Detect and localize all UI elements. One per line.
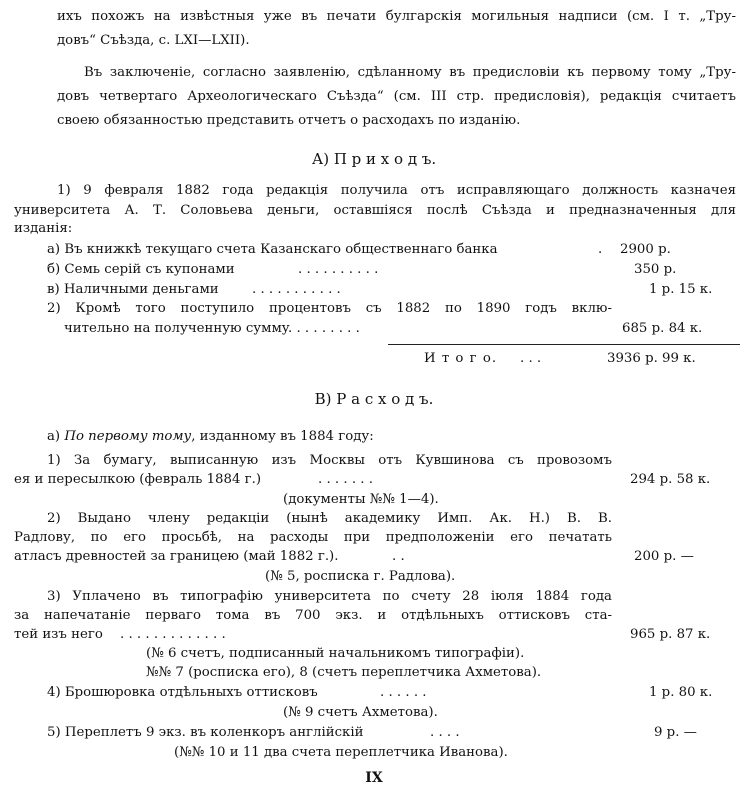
income-item-a (0, 239, 748, 261)
total-rule (388, 344, 740, 345)
total-amount: 3936 р. 99 к. (607, 351, 696, 366)
leader-dots: . (598, 242, 603, 257)
intro-line-4: довъ четвертаго Археологическаго Съѣзда“ (см. III стр. предисловія), редакція считаетъ (57, 89, 736, 104)
intro-line-5: своею обязанностью представить отчетъ о расходахъ по изданію. (57, 113, 521, 128)
income-item-interest-line-1: 2) Кромѣ того поступило процентовъ съ 1882 по 1890 годъ вклю- (47, 301, 612, 316)
income-total (0, 348, 748, 370)
intro-line-1: ихъ похожъ на извѣстныя уже въ печати булгарскія могильныя надписи (см. I т. „Тру- (57, 9, 736, 24)
expense-1-line-2 (0, 469, 748, 491)
expense-2-documents: (№ 5, росписка г. Радлова). (265, 569, 456, 584)
income-heading: А) П р и х о д ъ. (311, 150, 437, 168)
leader-dots: . . . . . . . . . . (298, 262, 379, 277)
expense-amount: 1 р. 80 к. (649, 685, 713, 700)
leader-dots: . . . . (430, 725, 460, 740)
income-item-amount: 2900 р. (620, 242, 671, 257)
expense-4-documents: (№ 9 счетъ Ахметова). (283, 705, 438, 720)
expense-label: тей изъ него (14, 627, 103, 642)
leader-dots: . . . . . . . . . (288, 321, 360, 336)
income-paragraph-line-1 (57, 180, 736, 202)
expense-amount: 294 р. 58 к. (630, 472, 711, 487)
expense-1-documents: (документы №№ 1—4). (283, 492, 439, 507)
expense-label: ея и пересылкою (февраль 1884 г.) (14, 472, 262, 487)
income-para-text-1: 1) 9 февраля 1882 года редакція получила отъ исправляющаго должность казначея (57, 183, 736, 198)
leader-dots: . . . . . . . (318, 472, 373, 487)
leader-dots: . . . . . . . . . . . (252, 282, 341, 297)
leader-dots: . . . (520, 351, 542, 366)
expense-2-line-1: 2) Выдано члену редакціи (нынѣ академику Имп. Ак. Н.) В. В. (47, 511, 612, 526)
intro-line-2: довъ“ Съѣзда, с. LXI—LXII). (57, 33, 250, 48)
expense-1-line-1: 1) За бумагу, выписанную изъ Москвы отъ Кувшинова съ провозомъ (47, 453, 612, 468)
expense-label: 5) Переплетъ 9 экз. въ коленкоръ англійскій (47, 725, 364, 740)
expense-5-documents: (№№ 10 и 11 два счета переплетчика Иванова). (174, 745, 508, 760)
expense-3-line-2: за напечатаніе перваго тома въ 700 экз. и отдѣльныхъ оттисковъ ста- (14, 608, 612, 623)
income-item-b (0, 259, 748, 281)
expense-2-line-3 (0, 546, 748, 568)
total-label: И т о г о. (424, 351, 498, 366)
income-paragraph-line-2: университета А. Т. Соловьева деньги, оставшіяся послѣ Съѣзда и предназначенныя для (14, 203, 736, 218)
subsection-title: По первому тому (64, 429, 192, 444)
expense-amount: 965 р. 87 к. (630, 627, 711, 642)
expense-amount: 9 р. — (654, 725, 697, 740)
expense-2-line-2: Радлову, по его просьбѣ, на расходы при предположеніи его печатать (14, 530, 612, 545)
expense-3-line-1: 3) Уплачено въ типографію университета по счету 28 іюля 1884 года (47, 589, 612, 604)
expense-label: 4) Брошюровка отдѣльныхъ оттисковъ (47, 685, 318, 700)
leader-dots: . . (392, 549, 405, 564)
subsection-rest: , изданному въ 1884 году: (191, 429, 374, 444)
page-number: IX (365, 770, 383, 786)
income-item-label: б) Семь серій съ купонами (47, 262, 235, 277)
income-item-label: а) Въ книжкѣ текущаго счета Казанскаго общественнаго банка (47, 242, 498, 257)
income-item-amount: 1 р. 15 к. (649, 282, 713, 297)
expense-subsection-a (47, 426, 748, 448)
expense-heading: В) Р а с х о д ъ. (314, 390, 434, 408)
expense-5-line (0, 722, 748, 744)
income-item-label: чительно на полученную сумму (64, 321, 290, 336)
expense-label: атласъ древностей за границею (май 1882 г.). (14, 549, 339, 564)
income-item-interest-line-2 (0, 318, 748, 340)
income-paragraph-line-3: изданія: (14, 221, 73, 236)
expense-3-documents-2: №№ 7 (росписка его), 8 (счетъ переплетчика Ахметова). (146, 665, 542, 680)
expense-4-line (0, 682, 748, 704)
intro-line-3: Въ заключеніе, согласно заявленію, сдѣланному въ предисловіи къ первому тому „Тру- (84, 65, 736, 80)
expense-amount: 200 р. — (634, 549, 694, 564)
leader-dots: . . . . . . . . . . . . . (120, 627, 226, 642)
leader-dots: . . . . . . (380, 685, 427, 700)
income-item-amount: 685 р. 84 к. (622, 321, 703, 336)
subsection-prefix: а) (47, 429, 65, 444)
income-item-label: в) Наличными деньгами (47, 282, 219, 297)
expense-3-documents-1: (№ 6 счетъ, подписанный начальникомъ типографіи). (146, 646, 525, 661)
income-item-amount: 350 р. (634, 262, 677, 277)
